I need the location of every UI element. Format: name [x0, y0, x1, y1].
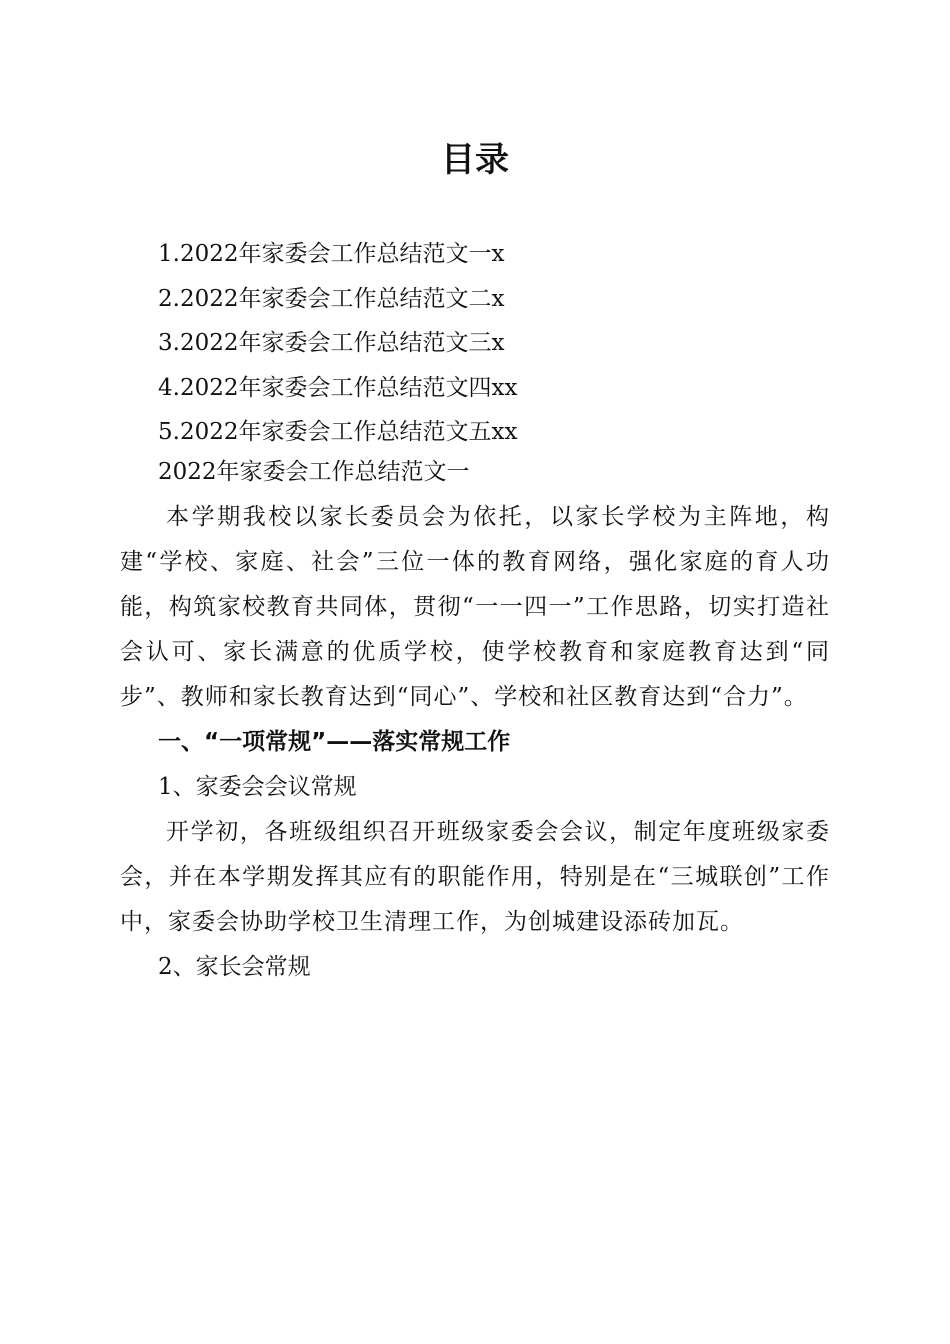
subsection-1-paragraph: 开学初，各班级组织召开班级家委会会议，制定年度班级家委会，并在本学期发挥其应有的职能作用，特别是在“三城联创”工作中，家委会协助学校卫生清理工作，为创城建设添砖加瓦。	[120, 819, 830, 935]
subsection-heading-1: 1、家委会会议常规	[158, 774, 357, 800]
page-title: 目录	[441, 140, 509, 180]
subsection-heading-2: 2、家长会常规	[158, 954, 311, 980]
section-heading-1: 一、“一项常规”——落实常规工作	[158, 729, 511, 755]
toc-item-3[interactable]: 3.2022年家委会工作总结范文三x	[158, 330, 505, 356]
toc-item-5[interactable]: 5.2022年家委会工作总结范文五xx	[158, 419, 518, 445]
toc-item-1[interactable]: 1.2022年家委会工作总结范文一x	[158, 241, 505, 267]
toc-item-4[interactable]: 4.2022年家委会工作总结范文四xx	[158, 374, 518, 401]
toc-item-2[interactable]: 2.2022年家委会工作总结范文二x	[158, 285, 505, 312]
intro-paragraph: 本学期我校以家长委员会为依托，以家长学校为主阵地，构建“学校、家庭、社会”三位一体的教育网络，强化家庭的育人功能，构筑家校教育共同体，贯彻“一一四一”工作思路，切实打造社会认可、家长满意的优质学校，使学校教育和家庭教育达到“同步”、教师和家长教育达到“同心”、学校和社区教育达到“合力”。	[120, 504, 830, 710]
table-of-contents	[158, 232, 838, 455]
article-title: 2022年家委会工作总结范文一	[158, 459, 470, 485]
article-body	[120, 450, 830, 990]
